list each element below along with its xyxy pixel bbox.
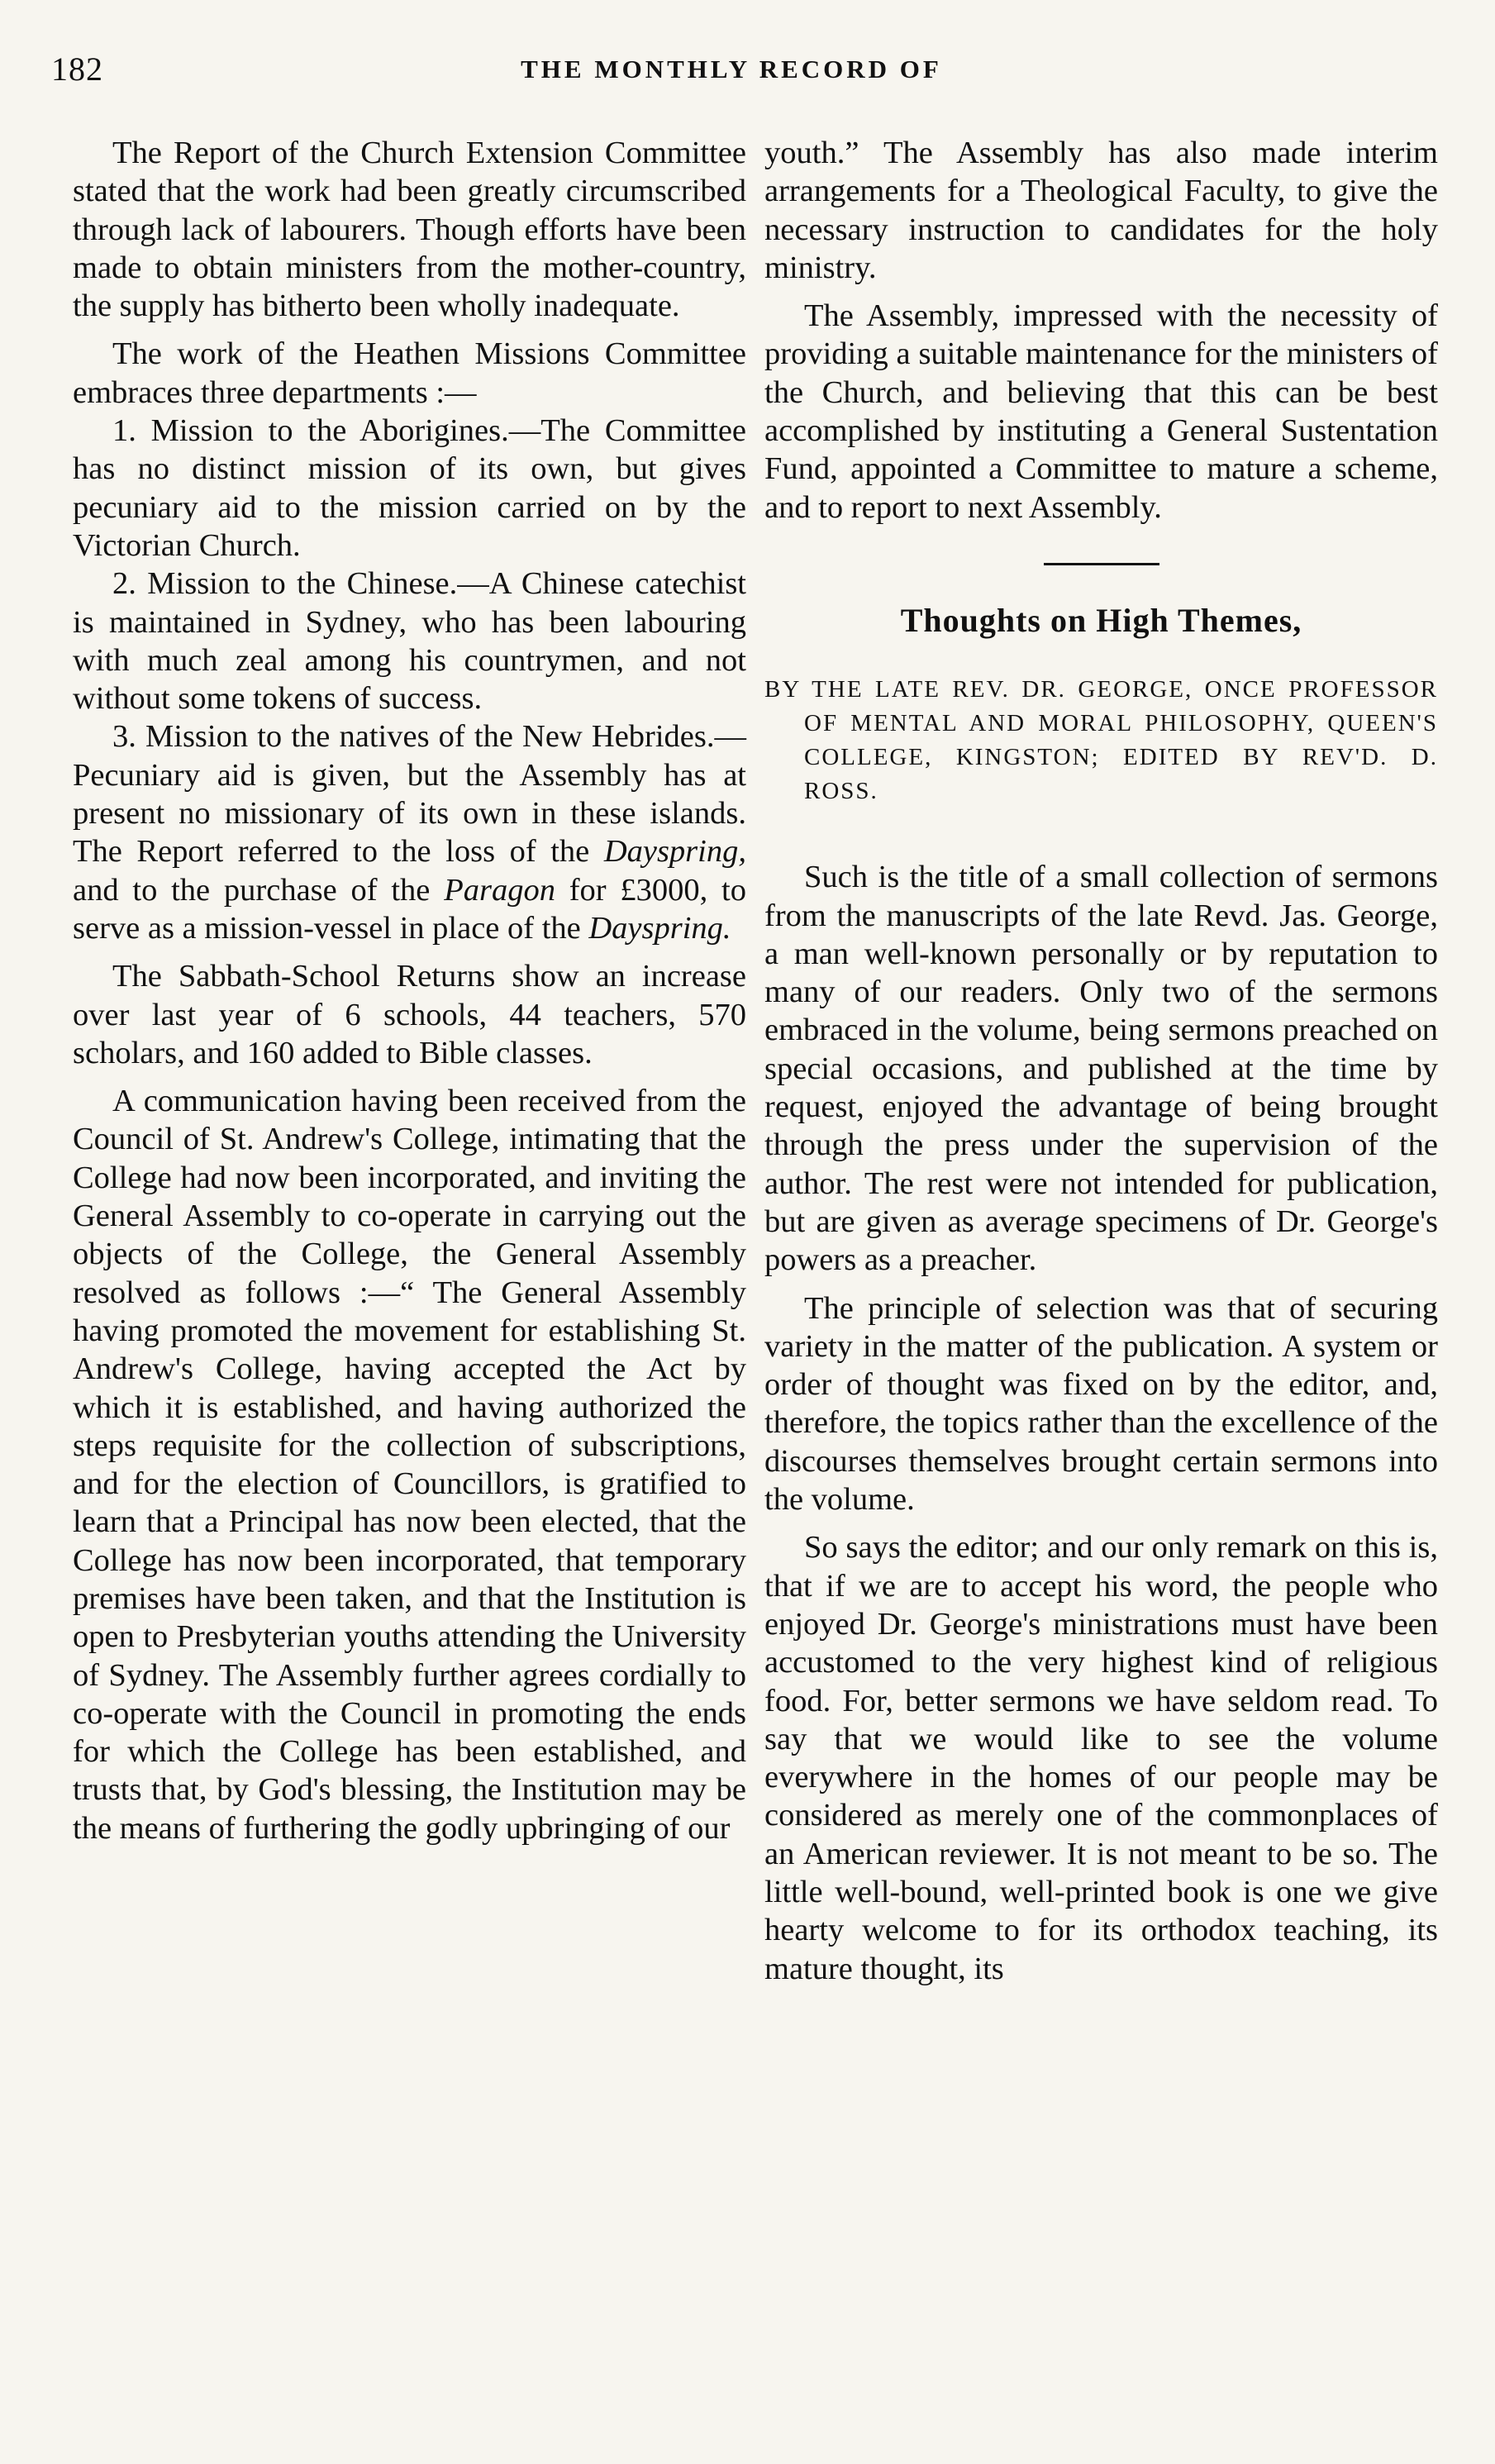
text-run: 3. Mission to the natives of the New Hebrides.—Pecuniary aid is given, but the Assembly has at present no missionary of its own in these islands. The Report referred to the loss of the: [73, 719, 746, 870]
paragraph-mission-chinese: 2. Mission to the Chinese.—A Chinese catechist is maintained in Sydney, who has been labouring with much zeal among his countrymen, and not without some tokens of success.: [73, 566, 746, 717]
paragraph-st-andrews-college: A communication having been received from the Council of St. Andrew's College, intimating that the College had now been incorporated, and inviting the General Assembly to co-operate in carrying out the objects of the College, the General Assembly resolved as follows :—“ The General Assembly having promoted the movement for establishing St. Andrew's College, having accepted the Act by which it is established, and having authorized the steps requisite for the collection of subscriptions, and for the election of Councillors, is gratified to learn that a Principal has now been elected, that the College has now been incorporated, that temporary premises have been taken, and that the Institution is open to Presbyterian youths attending the University of Sydney. The Assembly further agrees cordially to co-operate with the Council in promoting the ends for which the College has been established, and trusts that, by God's blessing, the Institution may be the means of furthering the godly upbringing of our: [73, 1084, 746, 1846]
paragraph-editor-remark: So says the editor; and our only remark on this is, that if we are to accept his word, the people who enjoyed Dr. George's ministrations must have been accustomed to the very highest kind of religious food. For, better sermons we have seldom read. To say that we would like to see the volume everywhere in the homes of our people may be considered as merely one of the commonplaces of an American reviewer. It is not meant to be so. The little well-bound, well-printed book is one we give hearty welcome to for its orthodox teaching, its mature thought, its: [764, 1530, 1438, 1986]
right-column: [764, 134, 1438, 1988]
paragraph-review-intro: Such is the title of a small collection of sermons from the manuscripts of the late Revd. Jas. George, a man well-known personally or by reputation to many of our readers. Only two of the sermons embraced in the volume, being sermons preached on special occasions, and published at the time by request, enjoyed the advantage of being brought through the press under the supervision of the author. The rest were not intended for publication, but are given as average specimens of Dr. George's powers as a preacher.: [764, 860, 1438, 1278]
paragraph-mission-new-hebrides: [73, 717, 746, 947]
article-title: Thoughts on High Themes,: [900, 601, 1302, 639]
page-number: 182: [51, 50, 103, 88]
text-run: and to the purchase of the: [73, 872, 445, 908]
article-byline: BY THE LATE REV. DR. GEORGE, ONCE PROFESSOR OF MENTAL AND MORAL PHILOSOPHY, QUEEN'S COLLEGE, KINGSTON; EDITED BY REV'D. D. ROSS.: [764, 676, 1438, 805]
left-column: [73, 134, 746, 1847]
paragraph-mission-aborigines: 1. Mission to the Aborigines.—The Committee has no distinct mission of its own, but gives pecuniary aid to the mission carried on by the Victorian Church.: [73, 413, 746, 563]
paragraph-heathen-missions: The work of the Heathen Missions Committee embraces three departments :—: [73, 336, 746, 410]
section-divider: [1044, 563, 1159, 565]
page-header: [50, 50, 1413, 99]
paragraph-continued-youth: youth.” The Assembly has also made interim arrangements for a Theological Faculty, to give the necessary instruction to candidates for the holy ministry.: [764, 136, 1438, 285]
paragraph-selection-principle: The principle of selection was that of securing variety in the matter of the publication. A system or order of thought was fixed on by the editor, and, therefore, the topics rather than the excellence of the discourses themselves brought certain sermons into the volume.: [764, 1290, 1438, 1518]
running-head: THE MONTHLY RECORD OF: [521, 55, 942, 83]
ship-name-dayspring-2: Dayspring.: [588, 910, 731, 946]
paragraph-church-extension: The Report of the Church Extension Committee stated that the work had been greatly circumscribed through lack of labourers. Though efforts have been made to obtain ministers from the mother-country, the supply has bitherto been wholly inadequate.: [73, 136, 746, 324]
text-run: for £3000, to serve as a mission-vessel in place of the: [73, 872, 746, 946]
ship-name-dayspring: Dayspring,: [603, 834, 746, 870]
ship-name-paragon: Paragon: [444, 872, 555, 908]
paragraph-sustentation-fund: The Assembly, impressed with the necessity of providing a suitable maintenance for the ministers of the Church, and believing that this can be best accomplished by instituting a General Sustentation Fund, appointed a Committee to mature a scheme, and to report to next Assembly.: [764, 298, 1438, 525]
paragraph-sabbath-school: The Sabbath-School Returns show an increase over last year of 6 schools, 44 teachers, 570 scholars, and 160 added to Bible classes.: [73, 959, 746, 1070]
